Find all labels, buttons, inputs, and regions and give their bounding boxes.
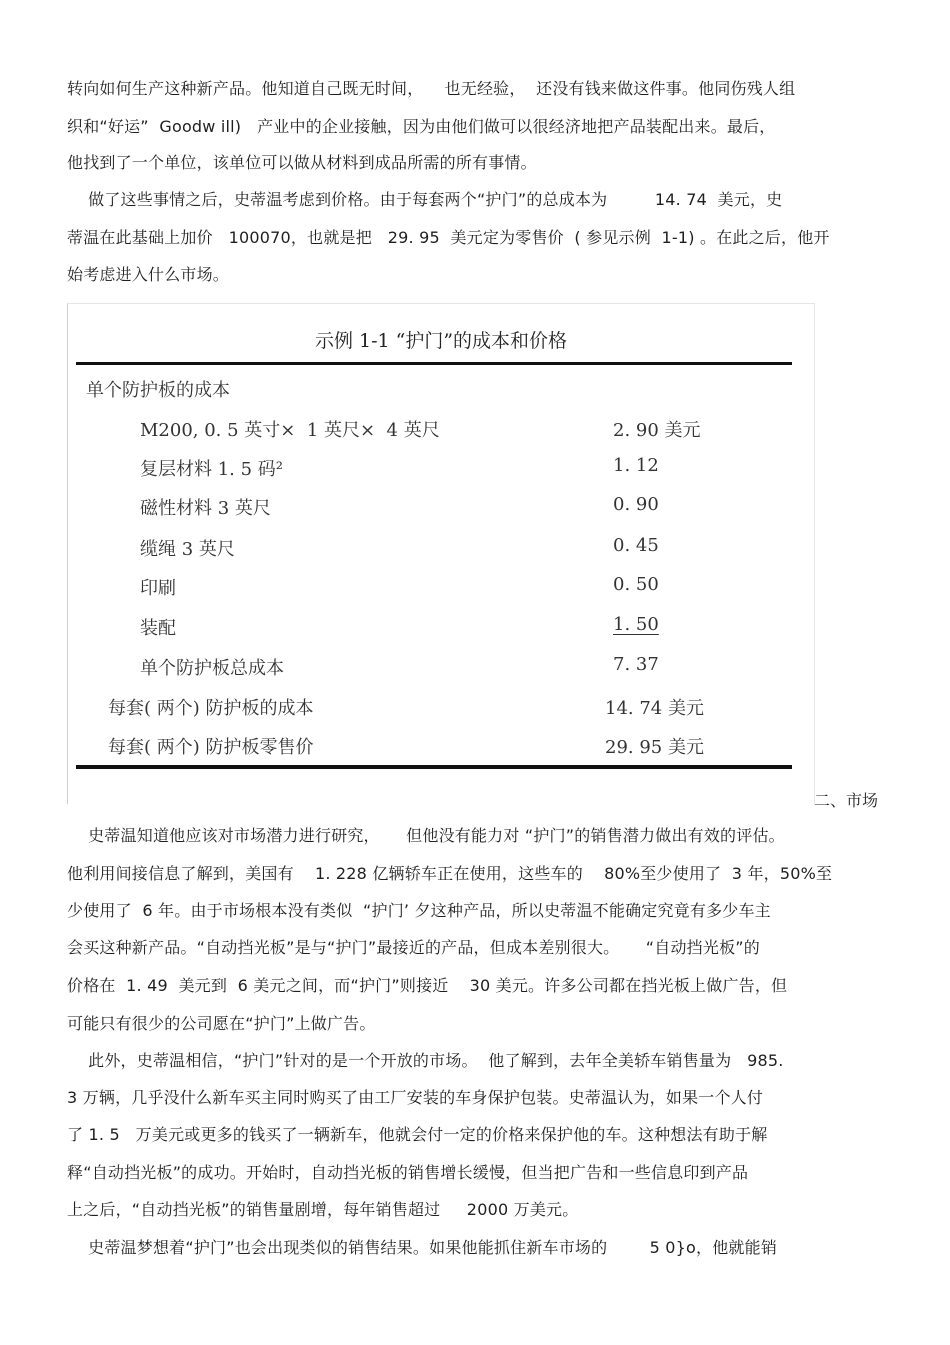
row-value: 1. 12 <box>613 455 659 476</box>
row-label: 缆绳 3 英尺 <box>140 539 235 560</box>
row-label: M200, 0. 5 英寸× 1 英尺× 4 英尺 <box>140 420 440 441</box>
table-row <box>68 455 814 481</box>
text-line: 始考虑进入什么市场。 <box>67 265 230 284</box>
text-line: 做了这些事情之后，史蒂温考虑到价格。由于每套两个“护门”的总成本为 14. 74 美元，史 <box>67 190 783 209</box>
row-label: 单个防护板总成本 <box>140 658 284 679</box>
text-line: 史蒂温知道他应该对市场潜力进行研究， 但他没有能力对 “护门”的销售潜力做出有效的评估。 <box>67 826 785 845</box>
table-row <box>68 574 814 600</box>
text-line: 释“自动挡光板”的成功。开始时，自动挡光板的销售增长缓慢，但当把广告和一些信息印到产品 <box>67 1163 749 1182</box>
text-line: 史蒂温梦想着“护门”也会出现类似的销售结果。如果他能抓住新车市场的 5 0}o，他就能销 <box>67 1238 778 1257</box>
table-row <box>68 654 814 680</box>
text-line: 蒂温在此基础上加价 100070，也就是把 29. 95 美元定为零售价 ( 参见示例 1-1) 。在此之后，他开 <box>67 228 830 247</box>
row-value: 0. 50 <box>613 574 659 595</box>
text-line: 3 万辆，几乎没什么新车买主同时购买了由工厂安装的车身保护包装。史蒂温认为，如果一个人付 <box>67 1088 764 1107</box>
text-line: 可能只有很少的公司愿在“护门”上做广告。 <box>67 1014 376 1033</box>
text-line: 价格在 1. 49 美元到 6 美元之间，而“护门”则接近 30 美元。许多公司都在挡光板上做广告，但 <box>67 976 788 995</box>
table-row <box>68 494 814 520</box>
text-line: 上之后，“自动挡光板”的销售量剧增，每年销售超过 2000 万美元。 <box>67 1200 579 1219</box>
text-line: 织和“好运” Goodw ill) 产业中的企业接触，因为由他们做可以很经济地把产品装配出来。最后， <box>67 117 776 136</box>
table-row <box>68 694 814 720</box>
row-value: 7. 37 <box>613 654 659 675</box>
text-line: 了 1. 5 万美元或更多的钱买了一辆新车，他就会付一定的价格来保护他的车。这种想法有助于解 <box>67 1125 768 1144</box>
section-heading: 二、市场 <box>814 791 879 810</box>
text-line: 少使用了 6 年。由于市场根本没有类似 “护门’ 夕这种产品，所以史蒂温不能确定究竟有多少车主 <box>67 901 771 920</box>
row-label: 印刷 <box>140 578 176 599</box>
text-line: 此外，史蒂温相信，“护门”针对的是一个开放的市场。 他了解到，去年全美轿车销售量为 985. <box>67 1051 784 1070</box>
table-title: 示例 1-1 “护门”的成本和价格 <box>314 330 568 352</box>
table-row <box>68 733 814 759</box>
text-line: 他利用间接信息了解到，美国有 1. 228 亿辆轿车正在使用，这些车的 80%至少使用了 3 年，50%至 <box>67 864 833 883</box>
table-top-rule <box>76 362 792 365</box>
row-label: 每套( 两个) 防护板零售价 <box>108 737 314 758</box>
row-label: 每套( 两个) 防护板的成本 <box>108 698 314 719</box>
row-label: 磁性材料 3 英尺 <box>140 498 271 519</box>
table-row <box>68 535 814 561</box>
row-value: 0. 45 <box>613 535 659 556</box>
row-value: 2. 90 美元 <box>613 420 701 441</box>
row-value: 29. 95 美元 <box>605 737 704 758</box>
row-value: 1. 50 <box>613 614 659 635</box>
row-value: 0. 90 <box>613 494 659 515</box>
row-label: 单个防护板的成本 <box>86 380 230 401</box>
table-row <box>68 376 814 402</box>
table-row <box>68 416 814 442</box>
row-value: 14. 74 美元 <box>605 698 704 719</box>
table-row <box>68 614 814 640</box>
table-bottom-rule <box>76 765 792 769</box>
text-line: 他找到了一个单位，该单位可以做从材料到成品所需的所有事情。 <box>67 153 537 172</box>
text-line: 会买这种新产品。“自动挡光板”是与“护门”最接近的产品，但成本差别很大。 “自动挡光板”的 <box>67 938 760 957</box>
text-line: 转向如何生产这种新产品。他知道自己既无时间， 也无经验， 还没有钱来做这件事。他同伤残人组 <box>67 79 796 98</box>
cost-price-table <box>67 303 815 804</box>
row-label: 复层材料 1. 5 码² <box>140 459 284 480</box>
row-label: 装配 <box>140 618 176 639</box>
